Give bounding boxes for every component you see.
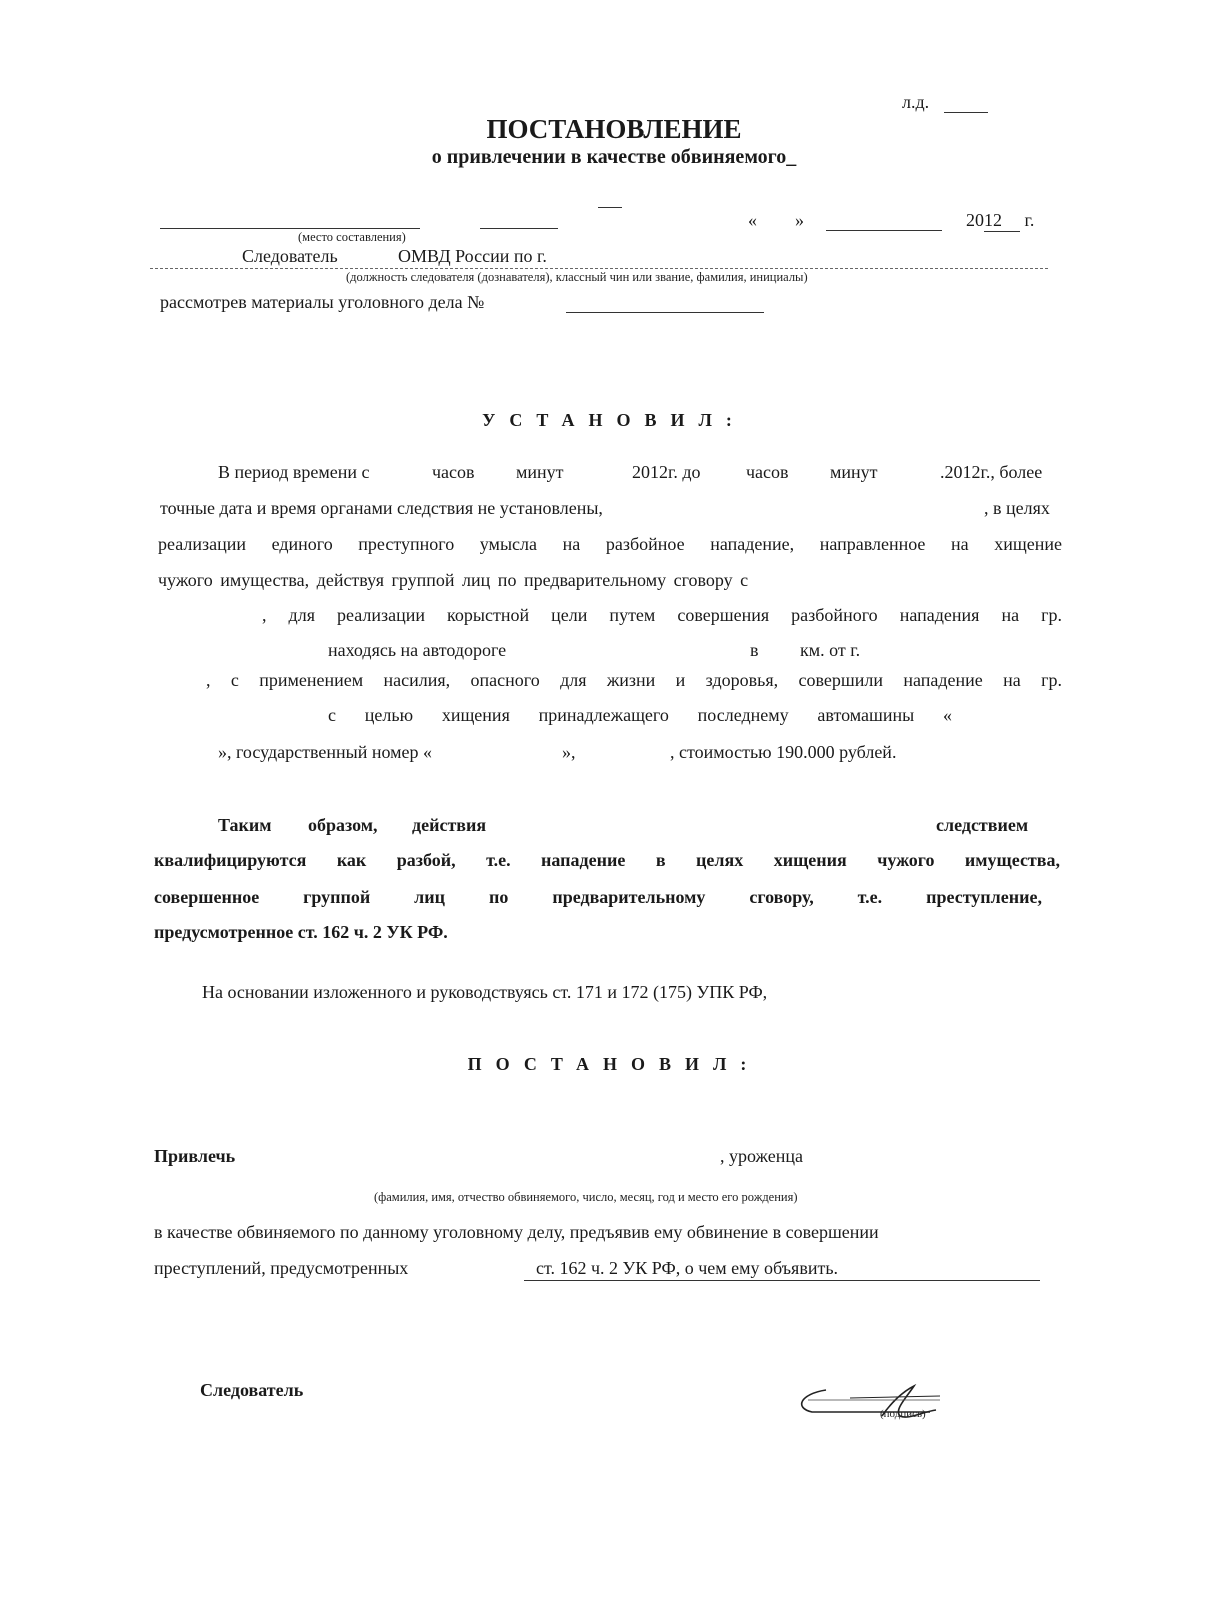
established-line-2: точные дата и время органами следствия не установлены,: [160, 498, 603, 518]
date-open-quote: «: [748, 210, 757, 230]
sheet-number-line: [944, 112, 988, 113]
charge-line: в качестве обвиняемого по данному уголовному делу, предъявив ему обвинение в совершении: [154, 1222, 879, 1242]
plate-close: »,: [562, 742, 576, 762]
signature-caption: (подпись): [880, 1408, 926, 1420]
established-line-2-end: , в целях: [984, 498, 1050, 518]
place-line: [160, 228, 420, 229]
qual-word-right: следствием: [936, 815, 1029, 835]
vehicle-cost: , стоимостью 190.000 рублей.: [670, 742, 897, 762]
sheet-label: л.д.: [902, 92, 930, 112]
place-caption: (место составления): [298, 230, 406, 244]
investigator-department: ОМВД России по г.: [398, 246, 547, 266]
qualification-line-3: совершенное группой лиц по предварительному сговору, т.е. преступление,: [154, 887, 1042, 907]
signature: [790, 1382, 960, 1432]
investigator-line: [150, 268, 1048, 269]
case-materials: рассмотрев материалы уголовного дела №: [160, 292, 485, 312]
qualification-line-2: квалифицируются как разбой, т.е. нападение в целях хищения чужого имущества,: [154, 850, 1060, 870]
involve-label: Привлечь: [154, 1146, 236, 1166]
road-label: находясь на автодороге: [328, 640, 507, 660]
road-in: в: [750, 640, 759, 660]
period-start: В период времени с: [218, 462, 370, 482]
minutes-1: минут: [516, 462, 564, 482]
month-line: [826, 230, 942, 231]
crimes-line: [524, 1280, 1040, 1281]
case-number-line: [566, 312, 764, 313]
minutes-2: минут: [830, 462, 878, 482]
date-end: .2012г., более: [940, 462, 1043, 482]
subtitle-mark: [598, 207, 622, 208]
qual-word-2: образом,: [308, 815, 378, 835]
resolved-heading: ПОСТАНОВИЛ:: [467, 1054, 761, 1074]
established-heading: УСТАНОВИЛ:: [482, 410, 746, 430]
footer-investigator: Следователь: [200, 1380, 304, 1400]
established-line-4: чужого имущества, действуя группой лиц по предварительному сговору с: [158, 570, 749, 590]
person-caption: (фамилия, имя, отчество обвиняемого, число, месяц, год и место его рождения): [374, 1190, 798, 1204]
crimes-label: преступлений, предусмотренных: [154, 1258, 409, 1278]
road-km: км. от г.: [800, 640, 861, 660]
date-close-quote: »: [795, 210, 804, 230]
investigator-role: Следователь: [242, 246, 338, 266]
qual-word-3: действия: [412, 815, 487, 835]
established-line-3: реализации единого преступного умысла на разбойное нападение, направленное на хищение: [158, 534, 1062, 554]
year: 2012 г.: [966, 210, 1035, 230]
hours-2: часов: [746, 462, 789, 482]
established-line-5: , для реализации корыстной цели путем совершения разбойного нападения на гр.: [262, 605, 1062, 625]
document-title: ПОСТАНОВЛЕНИЕ: [486, 114, 742, 144]
established-line-8: с целью хищения принадлежащего последнему автомашины «: [328, 705, 952, 725]
date-to: 2012г. до: [632, 462, 701, 482]
crimes-value: ст. 162 ч. 2 УК РФ, о чем ему объявить.: [536, 1258, 839, 1278]
position-caption: (должность следователя (дознавателя), классный чин или звание, фамилия, инициалы): [346, 270, 808, 284]
place-line-2: [480, 228, 558, 229]
document-subtitle: о привлечении в качестве обвиняемого_: [431, 146, 797, 168]
qual-word-1: Таким: [218, 815, 272, 835]
hours-1: часов: [432, 462, 475, 482]
basis-text: На основании изложенного и руководствуясь ст. 171 и 172 (175) УПК РФ,: [202, 982, 768, 1002]
plate-label: », государственный номер «: [218, 742, 433, 762]
native-label: , уроженца: [720, 1146, 803, 1166]
qualification-line-4: предусмотренное ст. 162 ч. 2 УК РФ.: [154, 922, 448, 942]
established-line-7: , с применением насилия, опасного для жизни и здоровья, совершили нападение на гр.: [206, 670, 1062, 690]
